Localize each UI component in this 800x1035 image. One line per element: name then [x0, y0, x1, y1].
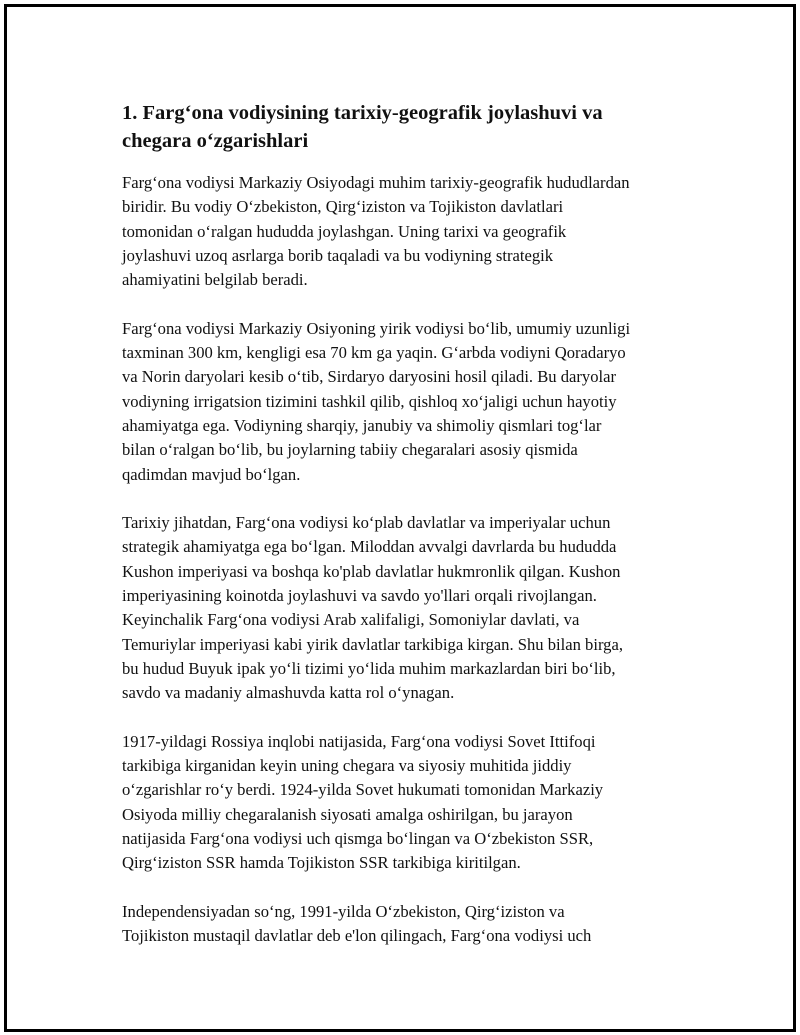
text-line: Qirg‘iziston SSR hamda Tojikiston SSR tarkibiga kiritilgan.	[122, 853, 521, 873]
paragraph-1	[122, 171, 702, 292]
paragraph-4	[122, 730, 702, 876]
text-line: ahamiyatini belgilab beradi.	[122, 270, 308, 290]
section-heading	[122, 99, 702, 155]
text-line: Independensiyadan so‘ng, 1991-yilda O‘zbekiston, Qirg‘iziston va	[122, 901, 565, 921]
text-line: bu hudud Buyuk ipak yo‘li tizimi yo‘lida muhim markazlardan biri bo‘lib,	[122, 658, 616, 678]
text-line: va Norin daryolari kesib o‘tib, Sirdaryo daryosini hosil qiladi. Bu daryolar	[122, 367, 617, 387]
text-line: 1917-yildagi Rossiya inqlobi natijasida, Farg‘ona vodiysi Sovet Ittifoqi	[122, 731, 596, 751]
text-line: Osiyoda milliy chegaralanish siyosati amalga oshirilgan, bu jarayon	[122, 804, 573, 824]
text-line: o‘zgarishlar ro‘y berdi. 1924-yilda Sovet hukumati tomonidan Markaziy	[122, 780, 604, 800]
text-line: ahamiyatga ega. Vodiyning sharqiy, janubiy va shimoliy qismlari tog‘lar	[122, 415, 602, 435]
text-line: tomonidan o‘ralgan hududda joylashgan. Uning tarixi va geografik	[122, 221, 567, 241]
page-frame	[4, 4, 796, 1032]
text-line: qadimdan mavjud bo‘lgan.	[122, 464, 301, 484]
text-line: natijasida Farg‘ona vodiysi uch qismga bo‘lingan va O‘zbekiston SSR,	[122, 829, 594, 849]
heading-line: 1. Farg‘ona vodiysining tarixiy-geografik joylashuvi va	[122, 102, 603, 124]
text-line: taxminan 300 km, kengligi esa 70 km ga yaqin. G‘arbda vodiyni Qoradaryo	[122, 343, 626, 363]
heading-line: chegara o‘zgarishlari	[122, 130, 309, 152]
text-line: Farg‘ona vodiysi Markaziy Osiyoning yirik vodiysi bo‘lib, umumiy uzunligi	[122, 318, 631, 338]
text-line: Tarixiy jihatdan, Farg‘ona vodiysi ko‘plab davlatlar va imperiyalar uchun	[122, 513, 611, 533]
text-line: savdo va madaniy almashuvda katta rol o‘ynagan.	[122, 683, 455, 703]
paragraph-3	[122, 511, 702, 705]
paragraph-5	[122, 900, 702, 949]
text-line: biridir. Bu vodiy O‘zbekiston, Qirg‘iziston va Tojikiston davlatlari	[122, 197, 564, 217]
text-line: Kushon imperiyasi va boshqa ko'plab davlatlar hukmronlik qilgan. Kushon	[122, 561, 621, 581]
text-line: Farg‘ona vodiysi Markaziy Osiyodagi muhim tarixiy-geografik hududlardan	[122, 173, 630, 192]
text-line: imperiyasining koinotda joylashuvi va savdo yo'llari orqali rivojlangan.	[122, 586, 597, 606]
text-line: Keyinchalik Farg‘ona vodiysi Arab xalifaligi, Somoniylar davlati, va	[122, 610, 580, 630]
text-line: tarkibiga kirganidan keyin uning chegara va siyosiy muhitida jiddiy	[122, 756, 572, 776]
text-line: vodiyning irrigatsion tizimini tashkil qilib, qishloq xo‘jaligi uchun hayotiy	[122, 391, 617, 411]
text-line: strategik ahamiyatga ega bo‘lgan. Miloddan avvalgi davrlarda bu hududda	[122, 537, 617, 557]
document-body	[122, 99, 702, 973]
text-line: joylashuvi uzoq asrlarga borib taqaladi va bu vodiyning strategik	[122, 245, 554, 265]
text-line: bilan o‘ralgan bo‘lib, bu joylarning tabiiy chegaralari asosiy qismida	[122, 440, 578, 460]
paragraph-2	[122, 317, 702, 487]
text-line: Tojikiston mustaqil davlatlar deb e'lon qilingach, Farg‘ona vodiysi uch	[122, 926, 592, 946]
text-line: Temuriylar imperiyasi kabi yirik davlatlar tarkibiga kirgan. Shu bilan birga,	[122, 634, 623, 654]
